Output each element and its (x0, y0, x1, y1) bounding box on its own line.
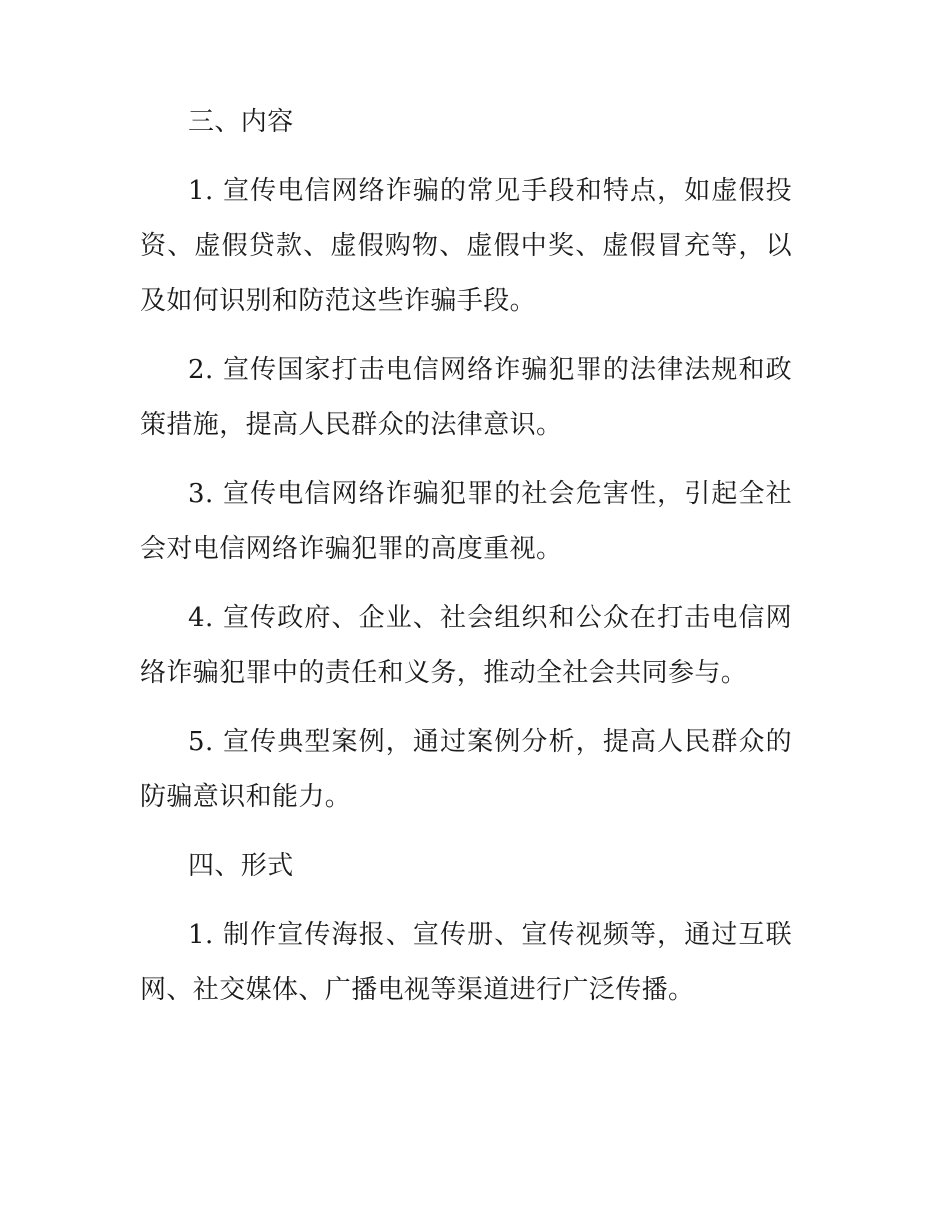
document-body (140, 95, 792, 1032)
content-item-3: 3. 宣传电信网络诈骗犯罪的社会危害性，引起全社会对电信网络诈骗犯罪的高度重视。 (140, 479, 792, 564)
content-item-5: 5. 宣传典型案例，通过案例分析，提高人民群众的防骗意识和能力。 (140, 727, 792, 812)
section-heading-content: 三、内容 (188, 107, 294, 137)
content-item-4: 4. 宣传政府、企业、社会组织和公众在打击电信网络诈骗犯罪中的责任和义务，推动全社会共同参与。 (140, 603, 792, 688)
section-heading-form: 四、形式 (188, 851, 294, 881)
content-item-1: 1. 宣传电信网络诈骗的常见手段和特点，如虚假投资、虚假贷款、虚假购物、虚假中奖、虚假冒充等，以及如何识别和防范这些诈骗手段。 (140, 176, 792, 316)
form-item-1: 1. 制作宣传海报、宣传册、宣传视频等，通过互联网、社交媒体、广播电视等渠道进行广泛传播。 (140, 920, 792, 1005)
content-item-2: 2. 宣传国家打击电信网络诈骗犯罪的法律法规和政策措施，提高人民群众的法律意识。 (140, 355, 792, 440)
